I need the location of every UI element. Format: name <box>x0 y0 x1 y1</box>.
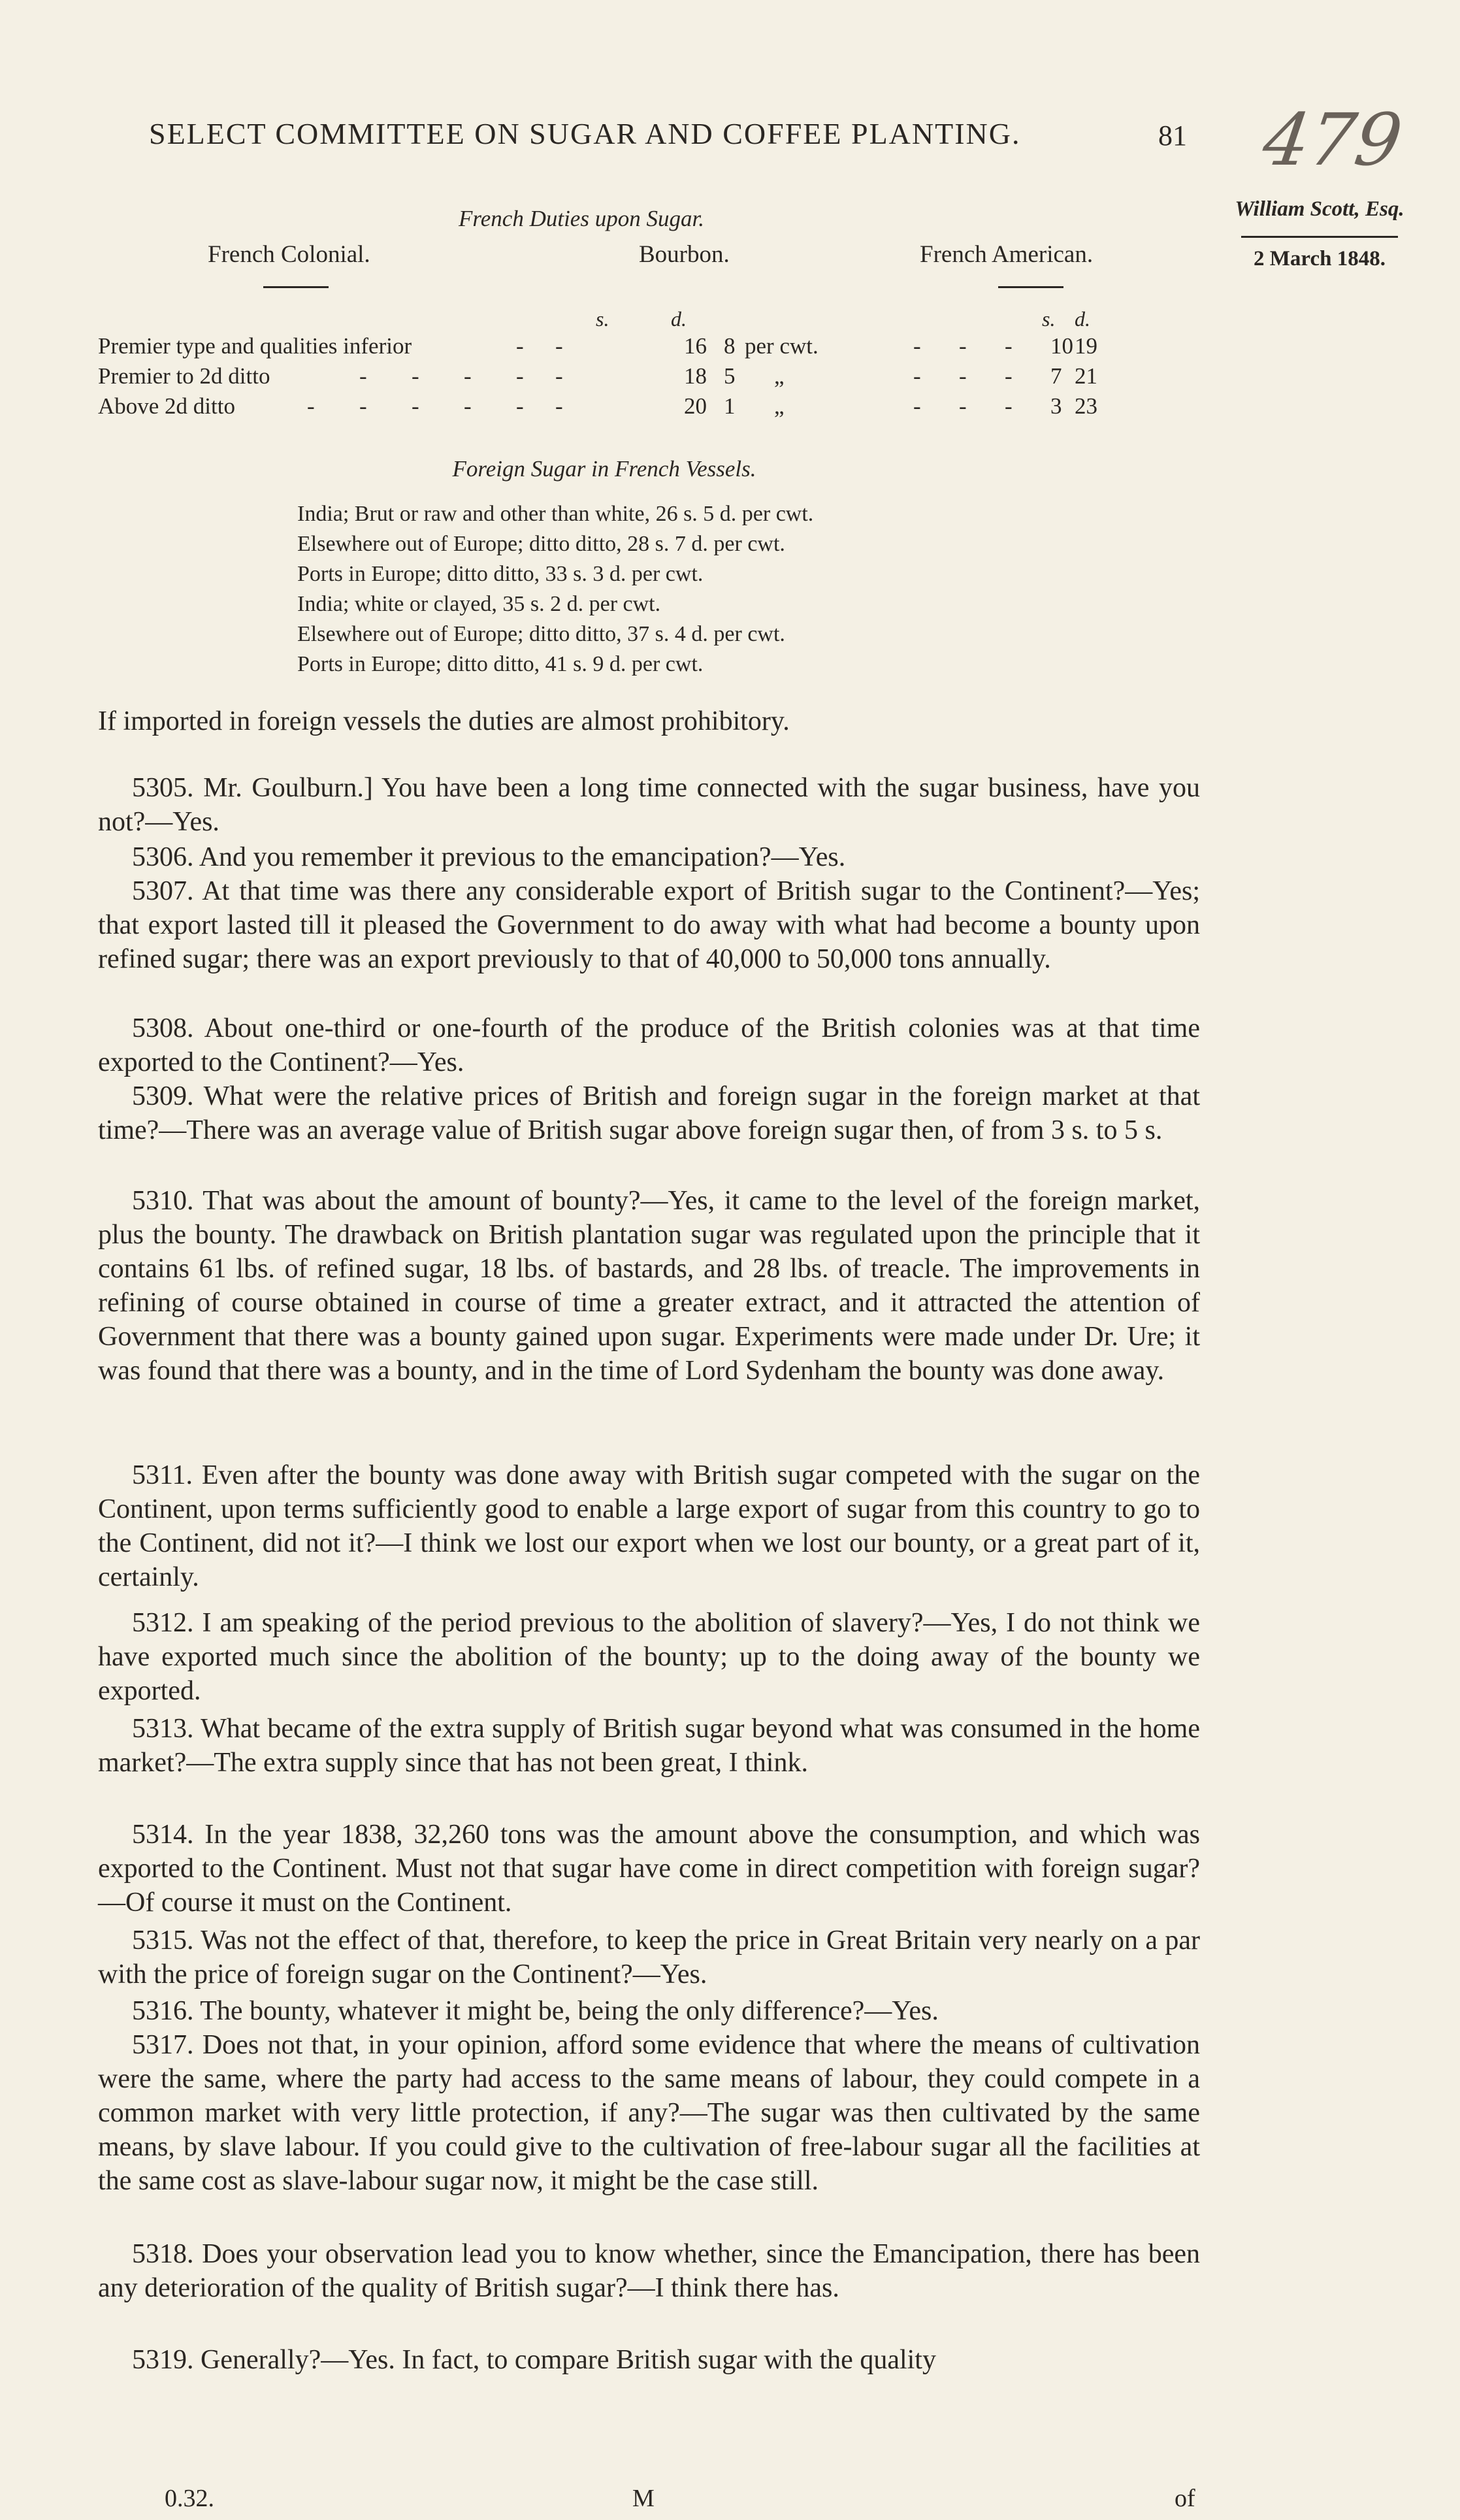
footer-paper-number: 0.32. <box>165 2485 214 2512</box>
question-number: 5308. <box>132 1013 194 1043</box>
question-text: Even after the bounty was done away with British sugar competed with the sugar on the Continent, upon terms sufficiently good to enable a large export of sugar from this country to go to the Continent, did not it?—I think we lost our export when we lost our bounty, or a great part of it, certainly. <box>98 1460 1200 1592</box>
bourbon-pence: 1 <box>724 393 736 419</box>
leader-dash: - <box>555 393 563 419</box>
leader-dash: - <box>516 393 524 419</box>
leader-dash: - <box>464 393 472 419</box>
witness-divider <box>1241 236 1398 238</box>
leader-dash: - <box>913 363 921 389</box>
evidence-paragraph <box>98 874 1200 976</box>
american-pence: 3 <box>1050 393 1062 419</box>
leader-dash: - <box>555 363 563 389</box>
unit-shillings: s. <box>596 307 609 331</box>
question-text: Was not the effect of that, therefore, to keep the price in Great Britain very nearly on a par with the price of foreign sugar on the Continent?—Yes. <box>98 1925 1200 1989</box>
leader-dash: - <box>516 333 524 359</box>
page-number: 81 <box>1158 120 1187 152</box>
footer-signature-mark: M <box>632 2485 655 2512</box>
question-text: That was about the amount of bounty?—Yes, it came to the level of the foreign market, plus the bounty. The drawback on British plantation sugar was regulated upon the principle that it contains 61 lbs. of refined sugar, 18 lbs. of bastards, and 28 lbs. of treacle. The improvements in refining of course obtained in course of time a greater extract, and it attracted the attention of Government that there was a bounty gained upon sugar. Experiments were made under Dr. Ure; it was found that there was a bounty, and in the time of Lord Sydenham the bounty was done away. <box>98 1186 1200 1386</box>
question-number: 5315. <box>132 1925 194 1955</box>
question-number: 5316. <box>132 1996 194 2026</box>
leader-dash: - <box>1005 333 1013 359</box>
intro-paragraph: If imported in foreign vessels the duties are almost prohibitory. <box>98 706 790 736</box>
question-text: And you remember it previous to the emancipation?—Yes. <box>199 842 846 872</box>
row-label: Above 2d ditto <box>98 393 235 419</box>
question-number: 5307. <box>132 876 194 906</box>
question-text: Generally?—Yes. In fact, to compare British sugar with the quality <box>201 2345 936 2375</box>
evidence-paragraph <box>98 1712 1200 1780</box>
column-header-french-american: French American. <box>920 241 1094 268</box>
running-head: SELECT COMMITTEE ON SUGAR AND COFFEE PLANTING. <box>149 117 1021 150</box>
evidence-paragraph <box>98 1606 1200 1708</box>
bourbon-pence: 8 <box>724 333 736 359</box>
evidence-paragraph <box>98 1184 1200 1388</box>
unit-pence: d. <box>1075 307 1090 331</box>
question-text: I am speaking of the period previous to the abolition of slavery?—Yes, I do not think we have exported much since the abolition of the bounty; up to the doing away of the bounty we exported. <box>98 1608 1200 1706</box>
evidence-paragraph <box>98 1923 1200 1991</box>
bourbon-unit: „ <box>774 363 785 389</box>
leader-dash: - <box>516 363 524 389</box>
column-header-french-colonial: French Colonial. <box>208 241 370 268</box>
leader-dash: - <box>959 333 967 359</box>
question-number: 5314. <box>132 1820 194 1850</box>
witness-name: William Scott, Esq. <box>1235 197 1404 221</box>
question-text: What were the relative prices of British and foreign sugar in the foreign market at that time?—There was an average value of British sugar above foreign sugar then, of from 3 s. to 5 s. <box>98 1081 1200 1145</box>
question-text: The bounty, whatever it might be, being the only difference?—Yes. <box>200 1996 939 2026</box>
evidence-paragraph <box>98 840 1200 874</box>
evidence-paragraph <box>98 1079 1200 1147</box>
foreign-vessels-line: India; white or clayed, 35 s. 2 d. per cwt. <box>297 592 661 616</box>
foreign-vessels-line: Elsewhere out of Europe; ditto ditto, 37 s. 4 d. per cwt. <box>297 622 785 646</box>
bourbon-unit: per cwt. <box>745 333 819 359</box>
leader-dash: - <box>959 363 967 389</box>
evidence-paragraph <box>98 1994 1200 2028</box>
evidence-paragraph <box>98 1818 1200 1920</box>
leader-dash: - <box>307 393 315 419</box>
leader-dash: - <box>1005 393 1013 419</box>
question-number: 5317. <box>132 2030 194 2060</box>
witness-margin-note <box>1202 197 1437 271</box>
evidence-paragraph <box>98 2343 1200 2377</box>
question-number: 5311. <box>132 1460 193 1490</box>
leader-dash: - <box>412 363 419 389</box>
foreign-vessels-line: Elsewhere out of Europe; ditto ditto, 28 s. 7 d. per cwt. <box>297 532 785 556</box>
american-shillings: 19 <box>1075 333 1097 359</box>
question-text: In the year 1838, 32,260 tons was the amount above the consumption, and which was exported to the Continent. Must not that sugar have come in direct competition with foreign sugar?—Of course it must on the Continent. <box>98 1820 1201 1918</box>
question-text: At that time was there any considerable export of British sugar to the Continent?—Yes; that export lasted till it pleased the Government to do away with what had become a bounty upon refined sugar; there was an export previously to that of 40,000 to 50,000 tons annually. <box>98 876 1201 974</box>
bourbon-unit: „ <box>774 393 785 419</box>
evidence-paragraph <box>98 2237 1200 2305</box>
american-shillings: 21 <box>1075 363 1097 389</box>
question-text: Does not that, in your opinion, afford some evidence that where the means of cultivation were the same, where the party had access to the same means of labour, they could compete in a common market with very little protection, if any?—The sugar was then cultivated by the same means, by slave labour. If you could give to the cultivation of free-labour sugar all the facilities at the same cost as slave-labour sugar now, it might be the case still. <box>98 2030 1201 2196</box>
leader-dash: - <box>464 363 472 389</box>
leader-dash: - <box>913 333 921 359</box>
witness-date: 2 March 1848. <box>1254 247 1386 270</box>
leader-dash: - <box>359 363 367 389</box>
leader-dash: - <box>555 333 563 359</box>
row-label: Premier to 2d ditto <box>98 363 270 389</box>
question-number: 5309. <box>132 1081 194 1111</box>
question-text: Does your observation lead you to know whether, since the Emancipation, there has been any deterioration of the quality of British sugar?—I think there has. <box>98 2239 1200 2303</box>
bourbon-shillings: 20 <box>684 393 707 419</box>
question-text: Mr. Goulburn.] You have been a long time connected with the sugar business, have you not?—Yes. <box>98 773 1201 837</box>
leader-dash: - <box>959 393 967 419</box>
foreign-vessels-line: Ports in Europe; ditto ditto, 33 s. 3 d. per cwt. <box>297 562 704 586</box>
question-number: 5305. <box>132 773 194 803</box>
column-rule <box>998 286 1063 288</box>
row-label: Premier type and qualities inferior <box>98 333 412 359</box>
foreign-vessels-line: Ports in Europe; ditto ditto, 41 s. 9 d. per cwt. <box>297 652 704 676</box>
question-text: About one-third or one-fourth of the produce of the British colonies was at that time exported to the Continent?—Yes. <box>98 1013 1200 1077</box>
evidence-paragraph <box>98 2028 1200 2198</box>
question-number: 5318. <box>132 2239 194 2269</box>
unit-pence: d. <box>671 307 687 331</box>
bourbon-shillings: 18 <box>684 363 707 389</box>
question-number: 5306. <box>132 842 194 872</box>
leader-dash: - <box>359 393 367 419</box>
evidence-paragraph <box>98 771 1200 839</box>
question-number: 5312. <box>132 1608 194 1638</box>
foreign-vessels-line: India; Brut or raw and other than white, 26 s. 5 d. per cwt. <box>297 502 814 526</box>
leader-dash: - <box>1005 363 1013 389</box>
leader-dash: - <box>412 393 419 419</box>
question-text: What became of the extra supply of British sugar beyond what was consumed in the home market?—The extra supply since that has not been great, I think. <box>98 1714 1200 1778</box>
evidence-paragraph <box>98 1011 1200 1079</box>
column-rule <box>263 286 329 288</box>
foreign-vessels-title: Foreign Sugar in French Vessels. <box>452 456 756 482</box>
footer-catchword: of <box>1175 2485 1195 2512</box>
question-number: 5319. <box>132 2345 194 2375</box>
bourbon-pence: 5 <box>724 363 736 389</box>
question-number: 5313. <box>132 1714 194 1744</box>
american-pence: 10 <box>1050 333 1073 359</box>
leader-dash: - <box>913 393 921 419</box>
unit-shillings: s. <box>1042 307 1056 331</box>
american-pence: 7 <box>1050 363 1062 389</box>
evidence-paragraph <box>98 1458 1200 1594</box>
duties-table-title: French Duties upon Sugar. <box>459 206 704 231</box>
american-shillings: 23 <box>1075 393 1097 419</box>
question-number: 5310. <box>132 1186 194 1216</box>
bourbon-shillings: 16 <box>684 333 707 359</box>
handwritten-folio-number: 479 <box>1258 98 1407 182</box>
column-header-bourbon: Bourbon. <box>639 241 730 268</box>
